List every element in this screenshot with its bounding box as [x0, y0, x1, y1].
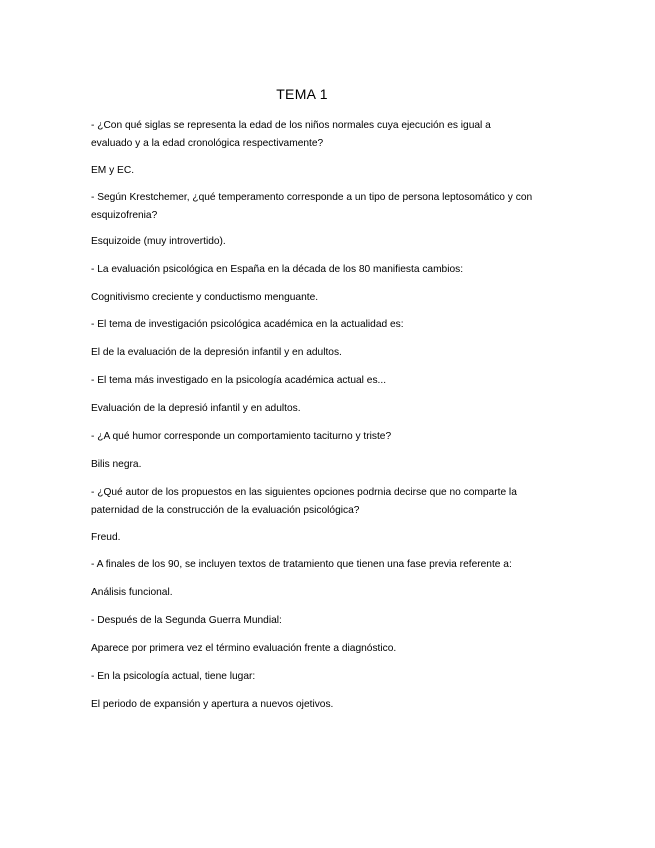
question-6: - ¿A qué humor corresponde un comportamiento taciturno y triste? [91, 431, 392, 442]
answer-4: El de la evaluación de la depresión infantil y en adultos. [91, 347, 342, 358]
answer-9: Aparece por primera vez el término evaluación frente a diagnóstico. [91, 643, 397, 654]
question-8: - A finales de los 90, se incluyen textos de tratamiento que tienen una fase previa referente a: [91, 559, 512, 570]
question-2-line-1: - Según Krestchemer, ¿qué temperamento corresponde a un tipo de persona leptosomático y con [91, 192, 533, 203]
question-5: - El tema más investigado en la psicología académica actual es... [91, 375, 387, 386]
question-7-line-1: - ¿Qué autor de los propuestos en las siguientes opciones podrnia decirse que no comparte la [91, 487, 517, 498]
answer-1: EM y EC. [91, 165, 135, 176]
question-1-line-2: evaluado y a la edad cronológica respectivamente? [91, 138, 324, 149]
question-10: - En la psicología actual, tiene lugar: [91, 671, 256, 682]
page-title: TEMA 1 [276, 86, 328, 102]
question-9: - Después de la Segunda Guerra Mundial: [91, 615, 282, 626]
answer-7: Freud. [91, 532, 121, 543]
answer-6: Bilis negra. [91, 459, 142, 470]
question-1-line-1: - ¿Con qué siglas se representa la edad de los niños normales cuya ejecución es igual a [91, 120, 491, 131]
question-3: - La evaluación psicológica en España en la década de los 80 manifiesta cambios: [91, 264, 464, 275]
answer-10: El periodo de expansión y apertura a nuevos ojetivos. [91, 699, 334, 710]
answer-3: Cognitivismo creciente y conductismo menguante. [91, 292, 319, 303]
question-7-line-2: paternidad de la construcción de la evaluación psicológica? [91, 505, 360, 516]
answer-2: Esquizoide (muy introvertido). [91, 236, 226, 247]
answer-8: Análisis funcional. [91, 587, 173, 598]
question-4: - El tema de investigación psicológica académica en la actualidad es: [91, 319, 404, 330]
question-2-line-2: esquizofrenia? [91, 210, 158, 221]
answer-5: Evaluación de la depresió infantil y en adultos. [91, 403, 301, 414]
